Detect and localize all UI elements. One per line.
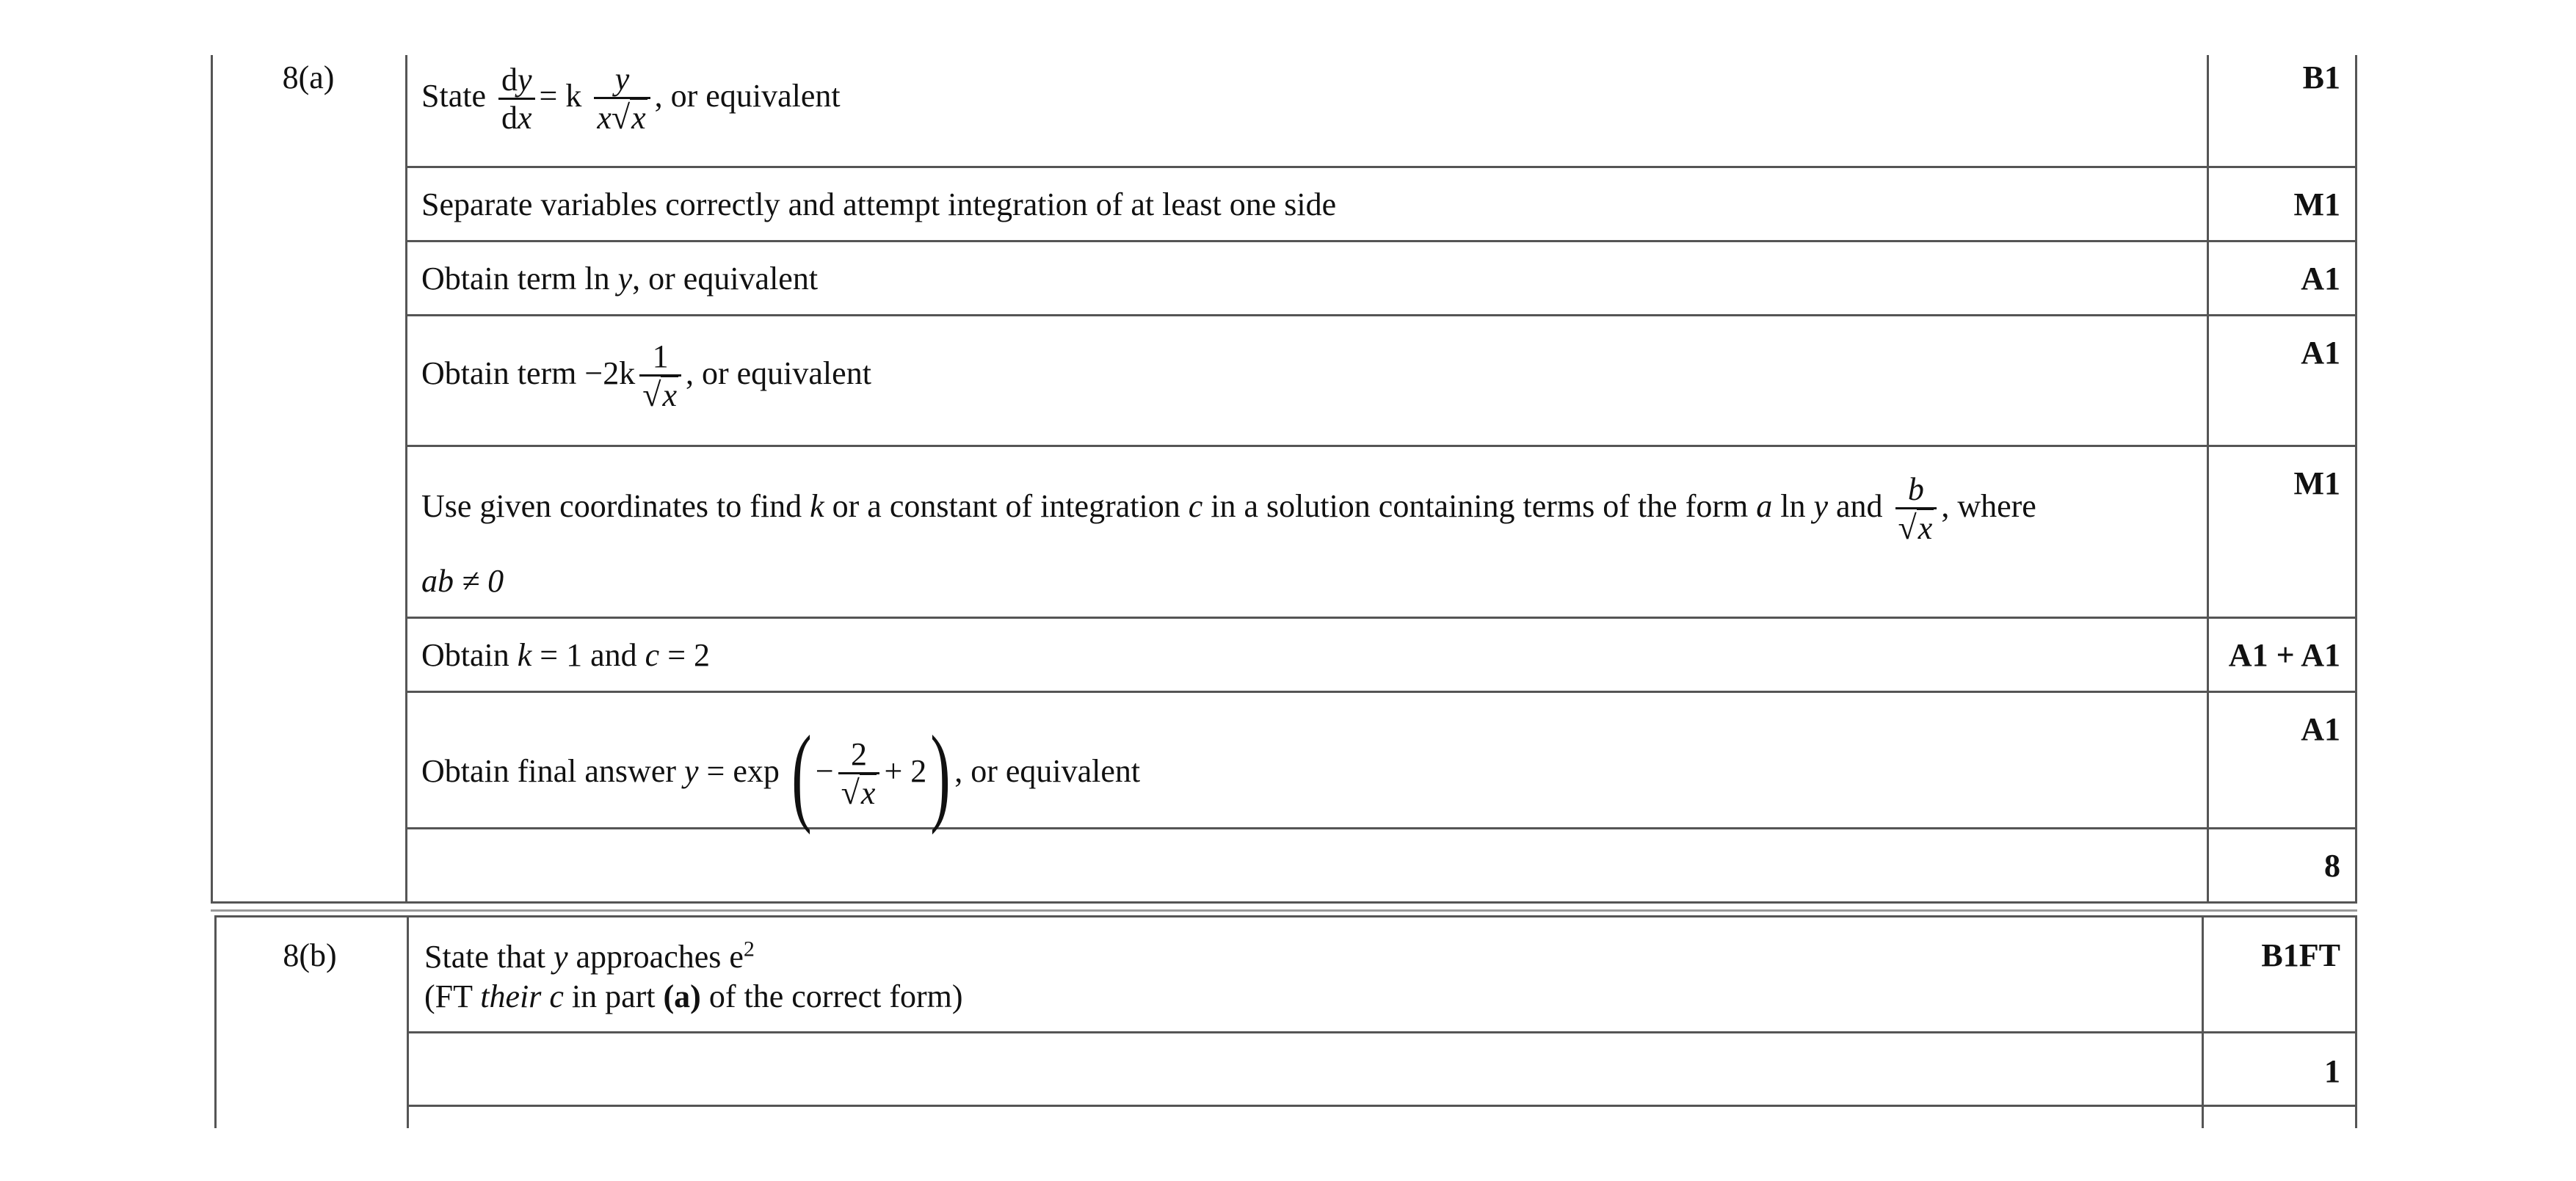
table-a-left-border [211, 55, 213, 903]
mark-code: B1FT [2261, 937, 2340, 973]
criterion-text: State $\frac{dy}{dx}$ = k $\frac{y}{x√x}$ , or equivalent [421, 61, 841, 136]
mark-code: A1 [2301, 261, 2340, 297]
left-paren: ( [791, 713, 812, 835]
mark-code: A1 + A1 [2228, 637, 2340, 673]
derivative-fraction: $\frac{dy}{dx}$ [498, 62, 535, 137]
y-over-x-root-x-fraction: $\frac{y}{x√x}$ [594, 62, 650, 137]
criterion-text: Obtain k = 1 and c = 2 [421, 637, 711, 673]
total-marks: 8 [2324, 848, 2340, 884]
mark-code: M1 [2293, 186, 2340, 222]
two-over-root-x-fraction: $\frac{2}{√x}$ [838, 737, 880, 812]
total-marks: 1 [2324, 1053, 2340, 1089]
criterion-note: (FT their c in part (a) of the correct form) [424, 978, 963, 1014]
b-over-root-x-fraction: $\frac{b}{√x}$ [1895, 472, 1937, 547]
table-b-right-border [2355, 915, 2357, 1128]
question-label: 8(a) [282, 59, 335, 95]
mark-code: A1 [2301, 335, 2340, 371]
row-divider [405, 166, 2357, 168]
row-divider [405, 445, 2357, 447]
criterion-text: State that y approaches $e^2$ [424, 937, 755, 975]
criterion-text: Separate variables correctly and attempt integration of at least one side [421, 186, 1337, 222]
mark-code: B1 [2302, 59, 2340, 95]
row-divider [405, 617, 2357, 619]
criterion-text: Use given coordinates to find k or a constant of integration c in a solution containing terms of the form a ln y and $\frac{b}{√x}$ , where [421, 471, 2036, 546]
criterion-text: Obtain term −2k $\frac{1}{√x}$ , or equivalent [421, 338, 871, 413]
question-label: 8(b) [283, 937, 337, 973]
one-over-root-x-fraction: $\frac{1}{√x}$ [639, 339, 681, 414]
row-divider [405, 314, 2357, 316]
table-b-col-divider [407, 915, 409, 1128]
mark-code: A1 [2301, 711, 2340, 747]
right-paren: ) [930, 713, 951, 835]
table-a-right-border [2355, 55, 2357, 903]
criterion-condition: ab ≠ 0 [421, 563, 504, 599]
table-a-col-divider [405, 55, 407, 903]
row-divider [405, 691, 2357, 693]
row-divider [405, 240, 2357, 242]
table-a-bottom-border [211, 901, 2357, 904]
mark-code: M1 [2293, 465, 2340, 501]
row-divider [407, 1031, 2357, 1033]
section-separator [211, 909, 2357, 912]
criterion-text: Obtain term ln y, or equivalent [421, 261, 819, 297]
criterion-text: Obtain final answer y = exp ( − $\frac{2}{√x}$ + 2) , or equivalent [421, 713, 1141, 835]
table-b-top-border [214, 915, 2357, 917]
row-divider [407, 1105, 2357, 1107]
